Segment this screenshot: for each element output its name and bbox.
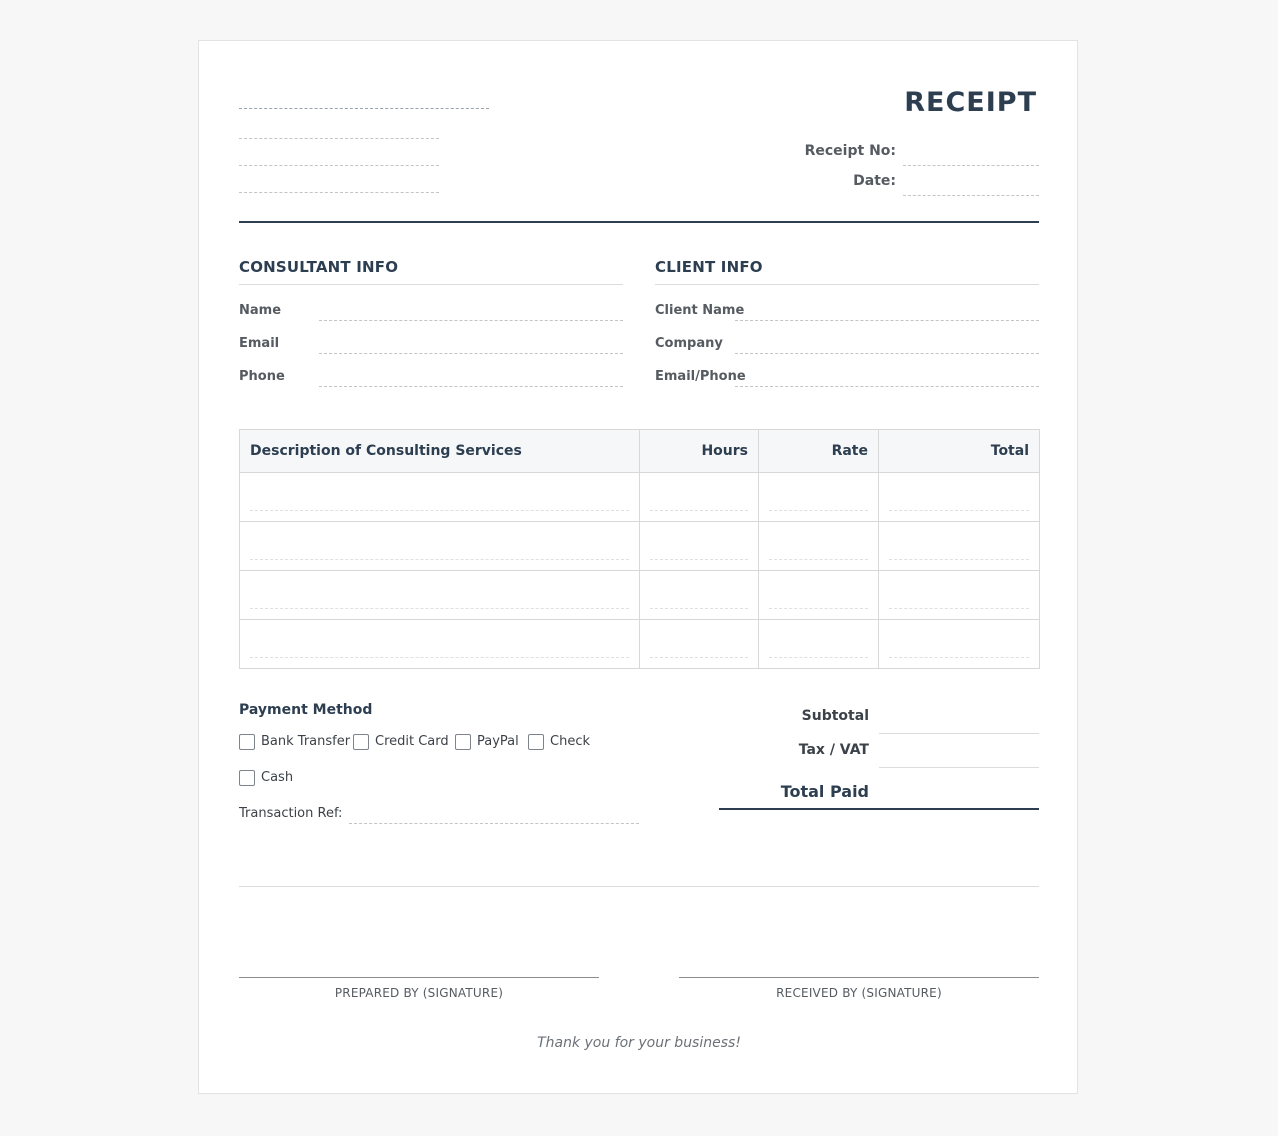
cell-guide-line — [769, 559, 868, 560]
total-paid-underline — [719, 808, 1039, 810]
paypal-checkbox[interactable] — [455, 734, 471, 750]
receipt-no-label: Receipt No: — [804, 143, 896, 159]
received-by-signature-line[interactable] — [679, 977, 1039, 978]
consultant-phone-label: Phone — [239, 369, 285, 384]
cell-guide-line — [889, 608, 1029, 609]
company-address-line-3[interactable] — [239, 192, 439, 193]
hours-cell[interactable] — [640, 571, 759, 620]
client-name-field[interactable] — [735, 320, 1039, 321]
company-address-line-2[interactable] — [239, 165, 439, 166]
cell-guide-line — [650, 657, 748, 658]
cell-guide-line — [769, 510, 868, 511]
client-name-label: Client Name — [655, 303, 745, 318]
consultant-title-underline — [239, 284, 623, 285]
client-email-phone-field[interactable] — [735, 386, 1039, 387]
description-cell[interactable] — [240, 473, 640, 522]
table-header-row — [240, 430, 1040, 473]
credit-card-checkbox[interactable] — [353, 734, 369, 750]
column-header-rate: Rate — [759, 430, 879, 473]
column-header-hours: Hours — [640, 430, 759, 473]
credit-card-label: Credit Card — [375, 734, 449, 749]
payment-method-title: Payment Method — [239, 702, 373, 718]
client-company-label: Company — [655, 336, 723, 351]
check-label: Check — [550, 734, 590, 749]
consultant-email-field[interactable] — [319, 353, 623, 354]
receipt-title: RECEIPT — [904, 87, 1037, 118]
hours-cell[interactable] — [640, 473, 759, 522]
cash-checkbox[interactable] — [239, 770, 255, 786]
bank-transfer-label: Bank Transfer — [261, 734, 351, 749]
cell-guide-line — [650, 608, 748, 609]
transaction-ref-label: Transaction Ref: — [239, 806, 343, 821]
cell-guide-line — [250, 657, 629, 658]
received-by-caption: RECEIVED BY (SIGNATURE) — [776, 986, 942, 1000]
subtotal-label: Subtotal — [801, 708, 869, 724]
services-table — [239, 429, 1040, 669]
cell-guide-line — [769, 657, 868, 658]
cell-guide-line — [250, 608, 629, 609]
client-company-field[interactable] — [735, 353, 1039, 354]
rate-cell[interactable] — [759, 620, 879, 669]
description-cell[interactable] — [240, 522, 640, 571]
check-checkbox[interactable] — [528, 734, 544, 750]
header-divider — [239, 221, 1039, 223]
client-email-phone-label: Email/Phone — [655, 369, 746, 384]
subtotal-field[interactable] — [879, 733, 1039, 734]
total-cell[interactable] — [879, 571, 1040, 620]
column-header-total: Total — [879, 430, 1040, 473]
consultant-email-label: Email — [239, 336, 280, 351]
table-row — [240, 571, 1040, 620]
cell-guide-line — [889, 657, 1029, 658]
tax-vat-label: Tax / VAT — [798, 742, 869, 758]
cell-guide-line — [650, 559, 748, 560]
notes-divider — [239, 886, 1039, 887]
cell-guide-line — [889, 510, 1029, 511]
bank-transfer-checkbox[interactable] — [239, 734, 255, 750]
total-paid-label: Total Paid — [780, 782, 869, 801]
consultant-name-field[interactable] — [319, 320, 623, 321]
description-cell[interactable] — [240, 620, 640, 669]
receipt-no-field[interactable] — [903, 165, 1039, 166]
date-label: Date: — [853, 173, 896, 189]
table-row — [240, 620, 1040, 669]
hours-cell[interactable] — [640, 522, 759, 571]
cell-guide-line — [769, 608, 868, 609]
prepared-by-signature-line[interactable] — [239, 977, 599, 978]
table-row — [240, 522, 1040, 571]
cell-guide-line — [650, 510, 748, 511]
date-field[interactable] — [903, 195, 1039, 196]
cash-label: Cash — [261, 770, 294, 785]
table-row — [240, 473, 1040, 522]
cell-guide-line — [250, 510, 629, 511]
company-name-line[interactable] — [239, 108, 489, 109]
cell-guide-line — [250, 559, 629, 560]
total-cell[interactable] — [879, 620, 1040, 669]
paypal-label: PayPal — [477, 734, 519, 749]
cell-guide-line — [889, 559, 1029, 560]
consultant-name-label: Name — [239, 303, 282, 318]
hours-cell[interactable] — [640, 620, 759, 669]
rate-cell[interactable] — [759, 522, 879, 571]
total-cell[interactable] — [879, 522, 1040, 571]
prepared-by-caption: PREPARED BY (SIGNATURE) — [334, 986, 504, 1000]
rate-cell[interactable] — [759, 571, 879, 620]
company-address-line-1[interactable] — [239, 138, 439, 139]
transaction-ref-field[interactable] — [349, 823, 639, 824]
tax-vat-field[interactable] — [879, 767, 1039, 768]
client-title-underline — [655, 284, 1039, 285]
client-info-title: CLIENT INFO — [655, 258, 763, 276]
thank-you-note: Thank you for your business! — [537, 1035, 741, 1051]
rate-cell[interactable] — [759, 473, 879, 522]
consultant-phone-field[interactable] — [319, 386, 623, 387]
consultant-info-title: CONSULTANT INFO — [239, 258, 399, 276]
receipt-sheet — [198, 40, 1078, 1094]
description-cell[interactable] — [240, 571, 640, 620]
column-header-description: Description of Consulting Services — [240, 430, 640, 473]
total-cell[interactable] — [879, 473, 1040, 522]
